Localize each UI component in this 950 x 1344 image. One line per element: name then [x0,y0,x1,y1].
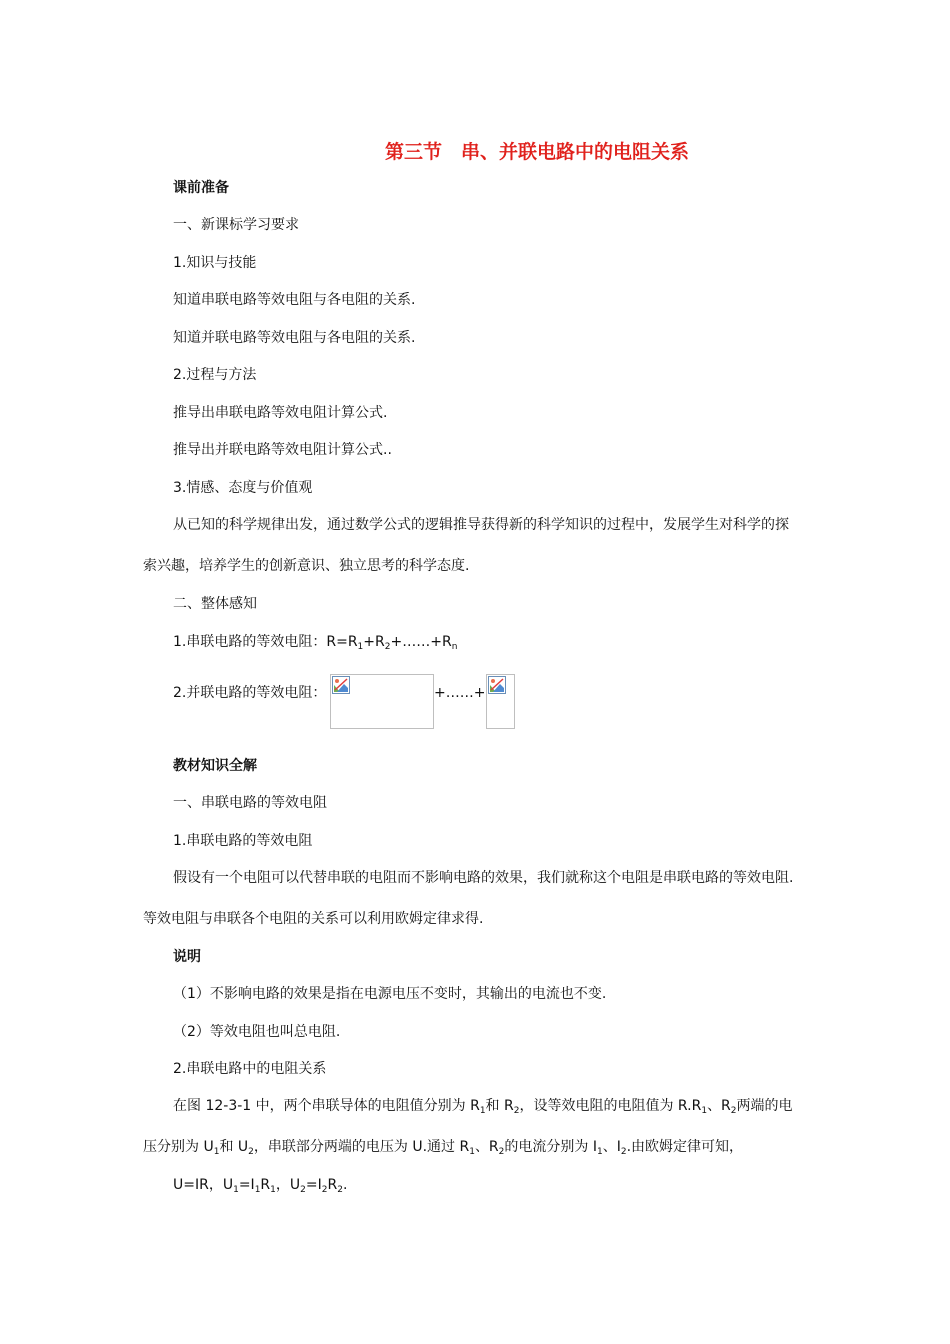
paragraph-line [143,1138,743,1156]
subscript: 1 [213,1147,220,1157]
subscript: 2 [620,1147,627,1157]
text: .由欧姆定律可知， [626,1139,744,1155]
paragraph-line: 等效电阻与串联各个电阻的关系可以利用欧姆定律求得. [143,911,484,927]
parallel-formula-label: 2.并联电路的等效电阻： [173,685,327,701]
subscript: 2 [384,642,391,652]
subscript: 1 [233,1185,239,1195]
formula-label: 1.串联电路的等效电阻： [173,634,327,650]
text: R [327,1177,338,1193]
text: . [342,1177,348,1193]
text: 、R [474,1139,499,1155]
text-line: 推导出并联电路等效电阻计算公式.. [173,442,392,458]
formula-text: +R [363,634,385,650]
text: 和 R [485,1098,514,1114]
formula-ellipsis: +……+ [434,685,486,701]
page-title: 第三节 串、并联电路中的电阻关系 [385,141,690,163]
subscript: 1 [597,1147,603,1157]
text: ，U [275,1177,301,1193]
subscript: 2 [730,1106,737,1116]
broken-image-icon [332,676,350,694]
note-line: （2）等效电阻也叫总电阻. [173,1024,341,1040]
text: ，设等效电阻的电阻值为 R.R [519,1098,702,1114]
text: 两端的电 [736,1098,793,1114]
text-line: 知道串联电路等效电阻与各电阻的关系. [173,292,416,308]
subscript: 2 [248,1147,254,1157]
section-heading-knowledge: 教材知识全解 [173,758,257,774]
subscript: 1 [701,1106,708,1116]
text: ，串联部分两端的电压为 U.通过 R [253,1139,470,1155]
subscript: 2 [300,1185,306,1195]
text: 在图 12-3-1 中，两个串联导体的电阻值分别为 R [173,1098,480,1114]
paragraph-line: 假设有一个电阻可以代替串联的电阻而不影响电路的效果，我们就称这个电阻是串联电路的等效电阻. [173,870,794,886]
formula-text: R=R [326,634,358,650]
note-heading: 说明 [173,949,201,965]
section-heading-prep: 课前准备 [173,180,229,196]
text: 压分别为 U [143,1139,214,1155]
text-line: 推导出串联电路等效电阻计算公式. [173,405,388,421]
subscript: 1 [469,1147,475,1157]
paragraph-line [173,1097,793,1115]
sub-heading-process: 2.过程与方法 [173,367,257,383]
subscript: 1 [479,1106,486,1116]
subscript: 2 [337,1185,343,1195]
sub-heading-knowledge: 1.知识与技能 [173,255,257,271]
subscript: 2 [321,1185,328,1195]
text: 、I [602,1139,621,1155]
subscript: 2 [498,1147,505,1157]
text: U=IR，U [173,1177,234,1193]
formula-image-placeholder [330,674,434,729]
subscript: 1 [254,1185,261,1195]
part-heading-requirements: 一、新课标学习要求 [173,217,299,233]
paragraph-line: 索兴趣，培养学生的创新意识、独立思考的科学态度. [143,558,470,574]
paragraph-line: 从已知的科学规律出发，通过数学公式的逻辑推导获得新的科学知识的过程中，发展学生对科学的探 [173,517,789,533]
formula-image-placeholder [486,674,515,729]
series-formula [173,633,457,651]
subscript: 2 [513,1106,520,1116]
part-heading-series: 一、串联电路的等效电阻 [173,795,327,811]
broken-image-icon [488,676,506,694]
sub-heading-relation: 2.串联电路中的电阻关系 [173,1061,327,1077]
text: 和 U [219,1139,249,1155]
part-heading-overview: 二、整体感知 [173,596,257,612]
subscript: 1 [270,1185,276,1195]
text: 、R [707,1098,731,1114]
text: =I [238,1177,255,1193]
text: R [260,1177,271,1193]
text-line: 知道并联电路等效电阻与各电阻的关系. [173,330,416,346]
note-line: （1）不影响电路的效果是指在电源电压不变时，其输出的电流也不变. [173,986,607,1002]
formula-text: +……+R [390,634,452,650]
sub-heading-equivalent: 1.串联电路的等效电阻 [173,833,313,849]
equation-line [173,1176,347,1194]
text: =I [305,1177,322,1193]
sub-heading-attitude: 3.情感、态度与价值观 [173,480,313,496]
text: 的电流分别为 I [504,1139,597,1155]
subscript: n [451,642,458,652]
subscript: 1 [357,642,364,652]
